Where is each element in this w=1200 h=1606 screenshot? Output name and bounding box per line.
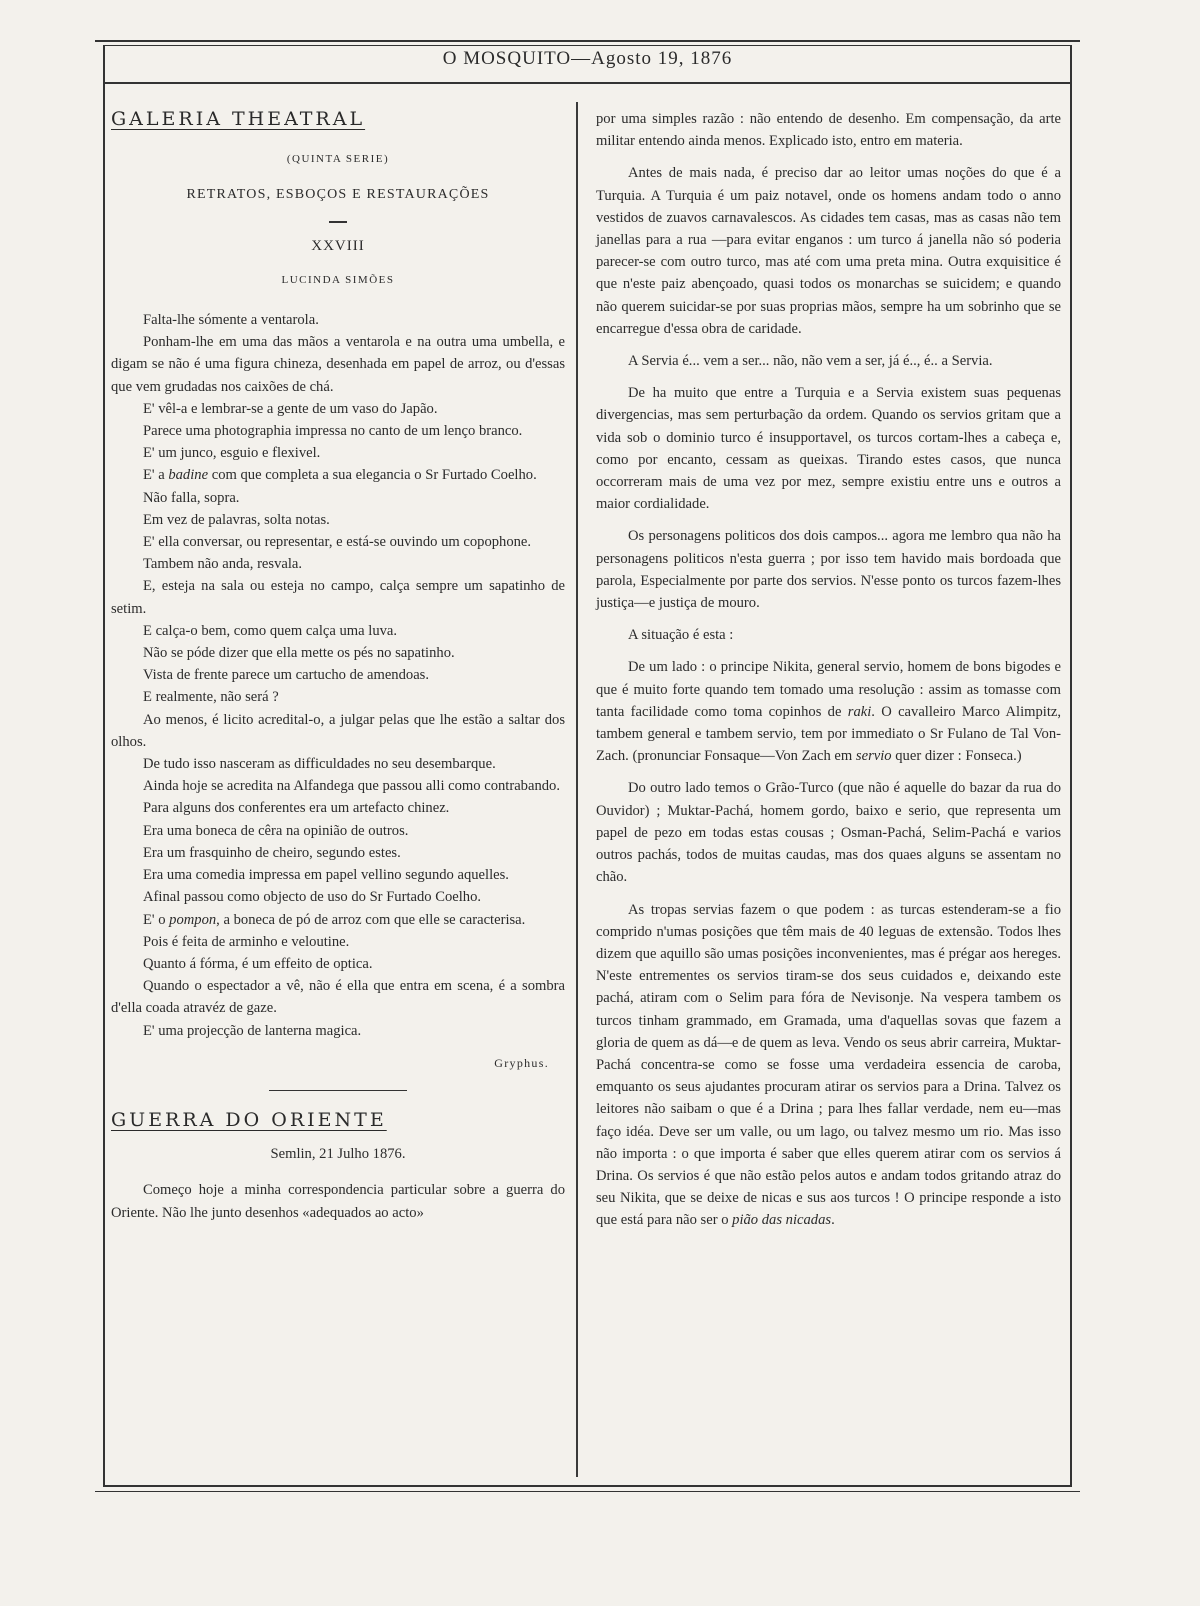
dateline: Semlin, 21 Julho 1876. xyxy=(270,1146,406,1163)
paragraph: Ponham-lhe em uma das mãos a ventarola e na outra uma umbella, e digam se não é uma figura chineza, desenhada em papel de arroz, ou d'essas que vem grudadas nos caixões de chá. xyxy=(111,334,565,395)
frame-bottom-rule-outer xyxy=(95,1491,1080,1492)
section-title-galeria: GALERIA THEATRAL xyxy=(111,108,366,130)
paragraph: E' vêl-a e lembrar-se a gente de um vaso do Japão. xyxy=(143,400,438,417)
paragraph: Falta-lhe sómente a ventarola. xyxy=(143,312,319,329)
paragraph: De um lado : o principe Nikita, general servio, homem de bons bigodes e que é muito forte quando tem tomado uma resolução : assim as tomasse com tanta facilidade como toma copinhos de raki. O cavalleiro Marco Alimpitz, tambem general e tambem servio, tem por immediato o Sr Fulano de Tal Von-Zach. (pronunciar Fonsaque—Von Zach em servio quer dizer : Fonseca.) xyxy=(596,659,1062,765)
paragraph: Não se póde dizer que ella mette os pés no sapatinho. xyxy=(143,645,455,662)
paragraph: Em vez de palavras, solta notas. xyxy=(143,511,330,528)
paragraph: Não falla, sopra. xyxy=(143,489,240,506)
italic-term: servio xyxy=(855,748,892,765)
frame-bottom-rule xyxy=(103,1485,1072,1487)
newspaper-page xyxy=(95,40,1080,1495)
paragraph: Tambem não anda, resvala. xyxy=(143,556,303,573)
paragraph: A Servia é... vem a ser... não, não vem a ser, já é.., é.. a Servia. xyxy=(628,353,993,370)
paragraph: E' um junco, esguio e flexivel. xyxy=(143,445,321,462)
paragraph: E' ella conversar, ou representar, e está-se ouvindo um copophone. xyxy=(143,534,532,551)
paragraph: Antes de mais nada, é preciso dar ao leitor umas noções do que é a Turquia. A Turquia é um paiz notavel, onde os homens andam todo o anno vestidos de zuavos carnavalescos. As cidades tem casas, mas as casas não tem janellas para a rua —para evitar enganos : um turco á janella não só poderia parecer-se com outro turco, mas até com uma preta mina. Outra exquisitice é que n'este paiz abençoado, quasi todos os monarchas se suicidem; e quando não querem suicidar-se por suas proprias mãos, sempre ha um sobrinho que se encarregue d'essa obra de caridade. xyxy=(596,165,1061,337)
italic-term: pião das nicadas xyxy=(732,1212,832,1229)
paragraph: Ao menos, é licito acredital-o, a julgar pelas que lhe estão a saltar dos olhos. xyxy=(111,711,565,750)
paragraph: Era um frasquinho de cheiro, segundo estes. xyxy=(143,844,401,861)
paragraph: E' o pompon, a boneca de pó de arroz com que elle se caracterisa. xyxy=(143,911,526,928)
paragraph: Pois é feita de arminho e veloutine. xyxy=(143,933,350,950)
italic-term: badine xyxy=(168,467,209,484)
paragraph: Do outro lado temos o Grão-Turco (que não é aquelle do bazar da rua do Ouvidor) ; Muktar-Pachá, homem gordo, baixo e serio, que representa um papel de pezo em todas estas cousas ; Osman-Pachá, Selim-Pachá e varios outros pachás, todos de muitas caudas, mas dos quaes alguns se assentam no chão. xyxy=(596,780,1061,886)
article-number: XXVIII xyxy=(311,237,365,254)
paragraph: E calça-o bem, como quem calça uma luva. xyxy=(143,622,398,639)
paragraph: Quanto á fórma, é um effeito de optica. xyxy=(143,955,373,972)
section-title-guerra: GUERRA DO ORIENTE xyxy=(111,1108,387,1131)
left-column xyxy=(111,108,565,1224)
paragraph: Era uma comedia impressa em papel vellino segundo aquelles. xyxy=(143,867,509,884)
paragraph: E, esteja na sala ou esteja no campo, calça sempre um sapatinho de setim. xyxy=(111,578,565,617)
paragraph: De ha muito que entre a Turquia e a Servia existem suas pequenas divergencias, mas sem perturbação da ordem. Quando os servios gritam que a vida sob o dominio turco é insupportavel, os turcos cortam-lhes a cabeça e, como por encanto, cessam as queixas. Tirando estes casos, que nunca occorreram mais de uma vez por mez, sempre existiu entre uns e outros a maior cordialidade. xyxy=(596,385,1061,513)
frame-left-rule xyxy=(103,45,105,1487)
paragraph: E' uma projecção de lanterna magica. xyxy=(143,1022,362,1039)
italic-term: raki xyxy=(847,703,872,720)
author-signature: Gryphus. xyxy=(494,1055,549,1070)
header-bottom-rule xyxy=(103,82,1072,84)
frame-top-rule-inner xyxy=(103,45,1072,46)
right-column xyxy=(596,108,1061,1232)
frame-right-rule xyxy=(1070,45,1072,1487)
paragraph: Parece uma photographia impressa no canto de um lenço branco. xyxy=(143,423,523,440)
paragraph: A situação é esta : xyxy=(628,627,734,644)
column-divider xyxy=(576,102,578,1477)
page-header: O MOSQUITO—Agosto 19, 1876 xyxy=(442,48,733,69)
paragraph: Vista de frente parece um cartucho de amendoas. xyxy=(143,667,429,684)
title-dash xyxy=(329,221,347,223)
italic-term: pompon xyxy=(169,911,217,928)
paragraph: Ainda hoje se acredita na Alfandega que passou alli como contrabando. xyxy=(143,778,560,795)
paragraph: Para alguns dos conferentes era um artefacto chinez. xyxy=(143,800,450,817)
paragraph: Quando o espectador a vê, não é ella que entra em scena, é a sombra d'ella coada atravéz de gaze. xyxy=(111,978,565,1017)
paragraph: Era uma boneca de cêra na opinião de outros. xyxy=(143,822,409,839)
paragraph: Começo hoje a minha correspondencia particular sobre a guerra do Oriente. Não lhe junto desenhos «adequados ao acto» xyxy=(111,1182,565,1221)
paragraph: De tudo isso nasceram as difficuldades no seu desembarque. xyxy=(143,756,496,773)
frame-top-rule xyxy=(95,40,1080,42)
paragraph: Afinal passou como objecto de uso do Sr Furtado Coelho. xyxy=(143,889,482,906)
paragraph: Os personagens politicos dos dois campos... agora me lembro qua não ha personagens politicos n'esta guerra ; por isso tem havido mais bordoada que parola, Especialmente por parte dos servios. N'esse ponto os turcos fazem-lhes justiça—e justiça de mouro. xyxy=(596,528,1061,612)
article-subtitle: RETRATOS, ESBOÇOS E RESTAURAÇÕES xyxy=(186,187,490,203)
series-label: (QUINTA SERIE) xyxy=(286,153,390,166)
portrait-name: LUCINDA SIMÕES xyxy=(281,273,395,286)
article-separator xyxy=(269,1090,407,1091)
paragraph: E realmente, não será ? xyxy=(143,689,279,706)
paragraph: E' a badine com que completa a sua elegancia o Sr Furtado Coelho. xyxy=(143,467,537,484)
paragraph: por uma simples razão : não entendo de desenho. Em compensação, da arte militar entendo ainda menos. Explicado isto, entro em materia. xyxy=(596,111,1061,150)
paragraph: As tropas servias fazem o que podem : as turcas estenderam-se a fio comprido n'umas posições que têm mais de 40 leguas de extensão. Todos lhes dizem que aquillo são umas posições inconvenientes, mas é prégar aos hereges. N'este entrementes os servios tiram-se dos seus cuidados e, deixando este pachá, atiram com o Selim para fóra de Nevisonje. Na vespera tambem os turcos tinham grammado, em Gramada, uma d'aquellas sovas que fazem a gloria de quem as dá—e de quem as leva. Vendo os seus abrir carreira, Muktar-Pachá concentra-se como se fosse uma verdadeira essencia de caroba, emquanto os seus ajudantes procuram atirar os servios para a Drina. Talvez os leitores não saibam o que é a Drina ; para lhes fallar verdade, nem eu—mas faço idéa. Deve ser um valle, ou um lago, ou talvez mesmo um rio. Mas isso não importa : o que importa é saber que elles querem atirar com os servios á Drina. Os servios é que não estão pelos autos e andam todos gritando atraz do seu Nikita, que se deixe de nicas e sus aos turcos ! O principe responde a isto que está para não ser o pião das nicadas. xyxy=(596,901,1061,1229)
